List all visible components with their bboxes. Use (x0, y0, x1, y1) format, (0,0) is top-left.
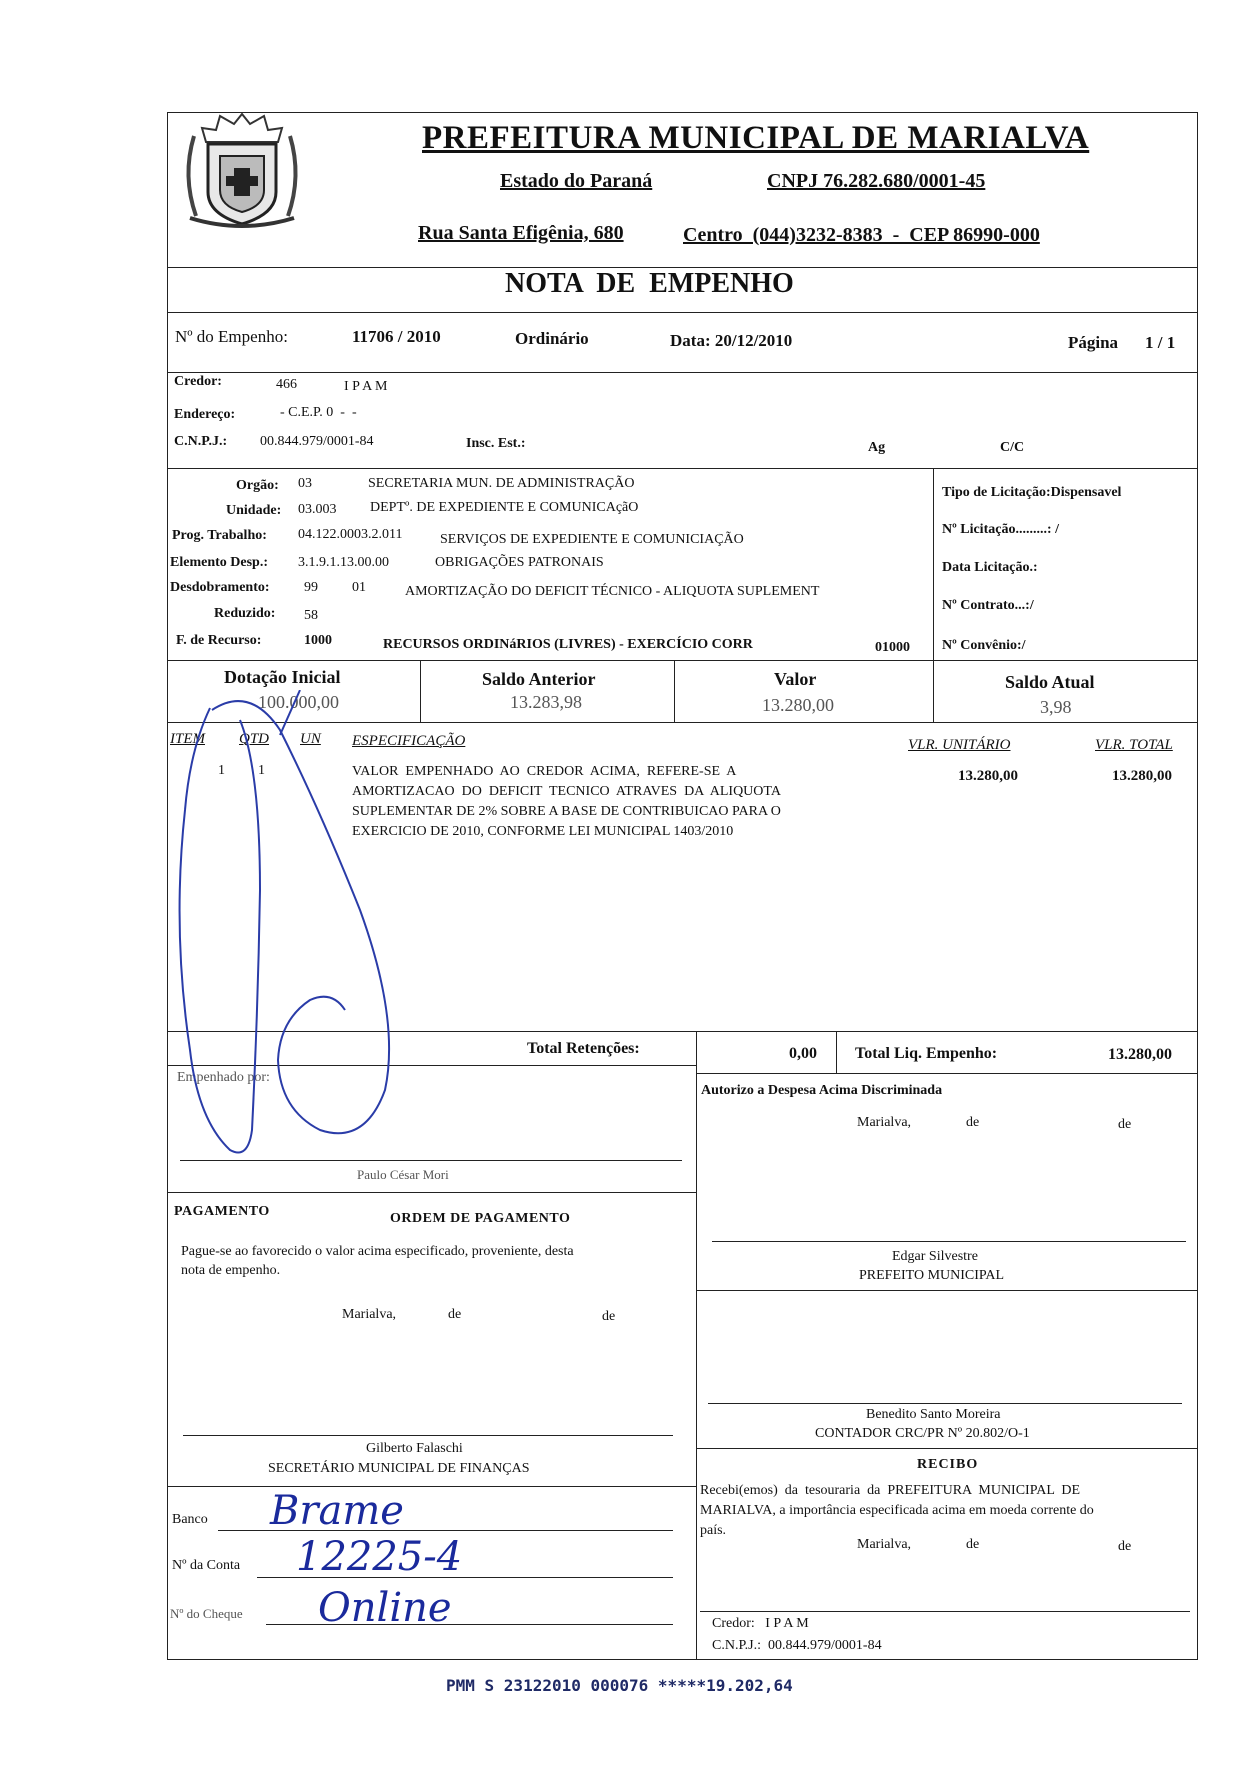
coat-of-arms-logo (172, 106, 312, 236)
saldo-inicial-label: Dotação Inicial (224, 667, 341, 687)
prefeito-role: PREFEITO MUNICIPAL (859, 1268, 1005, 1283)
secretario-name: Gilberto Falaschi (366, 1441, 463, 1456)
prog-code: 04.122.0003.2.011 (298, 527, 403, 542)
col-qtd: QTD (239, 731, 270, 747)
autorizo-de-1: de (966, 1115, 980, 1130)
credor-label: Credor: (174, 374, 222, 389)
header-address: Rua Santa Efigênia, 680 (418, 222, 624, 244)
desd-label: Desdobramento: (170, 580, 270, 595)
desd-sub: 01 (352, 580, 366, 595)
saldo-anterior-label: Saldo Anterior (482, 669, 596, 689)
recibo-city: Marialva, (857, 1537, 912, 1552)
header-cnpj: CNPJ 76.282.680/0001-45 (767, 170, 986, 192)
banco-label: Banco (172, 1512, 208, 1527)
conta-label: Nº da Conta (172, 1558, 241, 1573)
prog-desc: SERVIÇOS DE EXPEDIENTE E COMUNICIAÇÃO (440, 532, 744, 547)
prefeito-name: Edgar Silvestre (892, 1249, 978, 1264)
red-label: Reduzido: (214, 606, 276, 621)
valor-label: Valor (774, 669, 817, 689)
red-value: 58 (304, 608, 318, 623)
endereco-label: Endereço: (174, 407, 236, 422)
cc-label: C/C (1000, 440, 1025, 455)
pagamento-text-2: nota de empenho. (181, 1263, 281, 1278)
recibo-text-2: MARIALVA, a importância especificada acima em moeda corrente do (700, 1503, 1094, 1518)
col-unit: VLR. UNITÁRIO (908, 737, 1011, 753)
page-number: 1 / 1 (1145, 333, 1176, 352)
prog-label: Prog. Trabalho: (172, 528, 267, 543)
empenhado-name: Paulo César Mori (357, 1167, 449, 1182)
orgao-label: Orgão: (236, 478, 279, 493)
row-unit-value: 13.280,00 (958, 768, 1018, 784)
liq-value: 13.280,00 (1108, 1046, 1172, 1063)
unidade-code: 03.003 (298, 502, 337, 517)
cheque-value: Online (318, 1585, 452, 1631)
credor-code: 466 (276, 377, 297, 392)
secretario-role: SECRETÁRIO MUNICIPAL DE FINANÇAS (268, 1461, 530, 1476)
licitacao-convenio: Nº Convênio:/ (942, 638, 1026, 653)
desd-desc: AMORTIZAÇÃO DO DEFICIT TÉCNICO - ALIQUOTA SUPLEMENT (405, 584, 820, 599)
licitacao-contrato: Nº Contrato...:/ (942, 598, 1034, 613)
empenho-date: Data: 20/12/2010 (670, 331, 793, 350)
row-total-value: 13.280,00 (1112, 768, 1172, 784)
saldo-atual-label: Saldo Atual (1005, 672, 1095, 692)
cheque-label: Nº do Cheque (170, 1606, 243, 1621)
orgao-code: 03 (298, 476, 312, 491)
row-desc-4: EXERCICIO DE 2010, CONFORME LEI MUNICIPAL 1403/2010 (352, 824, 734, 839)
autorizo-label: Autorizo a Despesa Acima Discriminada (701, 1083, 943, 1098)
recibo-text-1: Recebi(emos) da tesouraria da PREFEITURA MUNICIPAL DE (700, 1483, 1081, 1498)
empenhado-label: Empenhado por: (177, 1070, 270, 1085)
ordem-pagamento-label: ORDEM DE PAGAMENTO (390, 1211, 571, 1226)
saldo-atual-value: 3,98 (1040, 697, 1072, 717)
rec-num: 01000 (875, 640, 910, 655)
signature-scribble (160, 690, 480, 1170)
row-qtd: 1 (258, 763, 265, 778)
recibo-text-3: país. (700, 1523, 727, 1538)
empenho-label: Nº do Empenho: (175, 327, 288, 346)
valor-value: 13.280,00 (762, 695, 834, 715)
page-label: Página (1068, 333, 1119, 352)
licitacao-data: Data Licitação.: (942, 560, 1038, 575)
unidade-desc: DEPTº. DE EXPEDIENTE E COMUNICAçãO (370, 500, 639, 515)
conta-value: 12225-4 (296, 1534, 463, 1580)
desd-code: 99 (304, 580, 318, 595)
ret-label: Total Retenções: (527, 1040, 640, 1057)
orgao-desc: SECRETARIA MUN. DE ADMINISTRAÇÃO (368, 476, 635, 491)
autorizo-city: Marialva, (857, 1115, 912, 1130)
elem-label: Elemento Desp.: (170, 555, 268, 570)
header-title: PREFEITURA MUNICIPAL DE MARIALVA (422, 120, 1090, 156)
empenho-type: Ordinário (515, 329, 589, 348)
unidade-label: Unidade: (226, 503, 282, 518)
saldo-inicial-value: 100.000,00 (258, 692, 339, 712)
rec-label: F. de Recurso: (176, 633, 262, 648)
pagamento-de-2: de (602, 1309, 616, 1324)
row-desc-1: VALOR EMPENHADO AO CREDOR ACIMA, REFERE-SE A (352, 764, 737, 779)
insc-label: Insc. Est.: (466, 436, 526, 451)
contador-role: CONTADOR CRC/PR Nº 20.802/O-1 (815, 1426, 1030, 1441)
empenho-number: 11706 / 2010 (352, 327, 441, 346)
pagamento-de-1: de (448, 1307, 462, 1322)
ret-value: 0,00 (789, 1045, 817, 1062)
recibo-title: RECIBO (917, 1457, 979, 1472)
liq-label: Total Liq. Empenho: (855, 1045, 998, 1062)
rec-code: 1000 (304, 633, 332, 648)
licitacao-numero: Nº Licitação.........: / (942, 522, 1059, 537)
ag-label: Ag (868, 440, 886, 455)
row-desc-3: SUPLEMENTAR DE 2% SOBRE A BASE DE CONTRIBUICAO PARA O (352, 804, 781, 819)
header-contact: Centro (044)3232-8383 - CEP 86990-000 (683, 224, 1040, 246)
rec-desc: RECURSOS ORDINáRIOS (LIVRES) - EXERCÍCIO CORR (383, 637, 753, 652)
row-item: 1 (218, 763, 225, 778)
elem-desc: OBRIGAÇÕES PATRONAIS (435, 555, 604, 570)
pagamento-text-1: Pague-se ao favorecido o valor acima especificado, proveniente, desta (181, 1244, 574, 1259)
saldo-anterior-value: 13.283,98 (510, 692, 582, 712)
pagamento-city: Marialva, (342, 1307, 397, 1322)
col-espec: ESPECIFICAÇÃO (352, 733, 466, 749)
pagamento-label: PAGAMENTO (174, 1204, 270, 1219)
autorizo-de-2: de (1118, 1117, 1132, 1132)
col-total: VLR. TOTAL (1095, 737, 1173, 753)
banco-value: Brame (270, 1488, 404, 1534)
endereco-value: - C.E.P. 0 - - (280, 405, 357, 420)
contador-name: Benedito Santo Moreira (866, 1407, 1001, 1422)
header-state: Estado do Paraná (500, 170, 653, 192)
row-desc-2: AMORTIZACAO DO DEFICIT TECNICO ATRAVES DA ALIQUOTA (352, 784, 781, 799)
recibo-cnpj: C.N.P.J.: 00.844.979/0001-84 (712, 1638, 882, 1653)
licitacao-tipo: Tipo de Licitação:Dispensavel (942, 485, 1122, 500)
elem-code: 3.1.9.1.13.00.00 (298, 555, 389, 570)
recibo-de-1: de (966, 1537, 980, 1552)
col-item: ITEM (170, 731, 205, 747)
col-un: UN (300, 731, 321, 747)
doc-title: NOTA DE EMPENHO (505, 268, 794, 299)
recibo-de-2: de (1118, 1539, 1132, 1554)
credor-name: I P A M (344, 379, 388, 394)
authentication-stamp: PMM S 23122010 000076 *****19.202,64 (446, 1676, 793, 1695)
cnpj-value: 00.844.979/0001-84 (260, 434, 374, 449)
recibo-credor: Credor: I P A M (712, 1616, 809, 1631)
cnpj-label: C.N.P.J.: (174, 434, 228, 449)
